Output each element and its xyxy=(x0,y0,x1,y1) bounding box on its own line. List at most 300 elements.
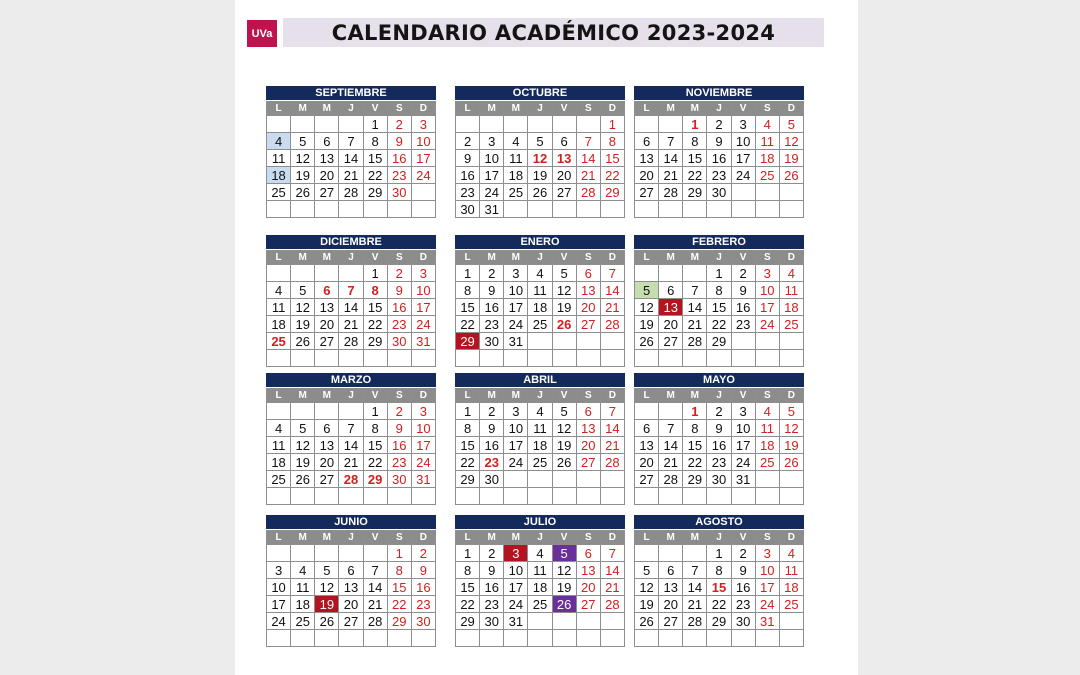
day-cell: 29 xyxy=(364,333,388,350)
day-cell: 22 xyxy=(601,167,625,184)
empty-cell xyxy=(528,333,552,350)
day-cell: 26 xyxy=(315,613,339,630)
empty-cell xyxy=(339,488,363,505)
weekday-header: M xyxy=(480,389,504,403)
weekday-header: S xyxy=(388,531,412,545)
day-cell: 14 xyxy=(339,299,363,316)
day-cell: 27 xyxy=(635,471,659,488)
day-cell: 29 xyxy=(707,613,731,630)
month-grid xyxy=(266,530,436,647)
empty-cell xyxy=(635,630,659,647)
day-cell: 6 xyxy=(315,420,339,437)
day-cell: 25 xyxy=(528,454,552,471)
empty-cell xyxy=(707,201,731,218)
day-cell: 31 xyxy=(412,333,436,350)
day-cell: 11 xyxy=(504,150,528,167)
month-grid xyxy=(634,250,804,367)
day-cell: 14 xyxy=(364,579,388,596)
day-cell: 24 xyxy=(756,316,780,333)
day-cell: 22 xyxy=(364,454,388,471)
empty-cell xyxy=(339,350,363,367)
day-cell: 22 xyxy=(388,596,412,613)
day-cell: 18 xyxy=(267,316,291,333)
day-cell: 27 xyxy=(553,184,577,201)
empty-cell xyxy=(364,630,388,647)
day-cell: 13 xyxy=(577,282,601,299)
day-cell: 17 xyxy=(412,437,436,454)
day-cell: 5 xyxy=(291,133,315,150)
empty-cell xyxy=(732,350,756,367)
day-cell: 11 xyxy=(267,437,291,454)
empty-cell xyxy=(480,350,504,367)
day-cell: 8 xyxy=(388,562,412,579)
day-cell: 1 xyxy=(364,116,388,133)
day-cell: 2 xyxy=(388,265,412,282)
day-cell: 29 xyxy=(364,184,388,201)
day-cell: 20 xyxy=(339,596,363,613)
day-cell: 30 xyxy=(456,201,480,218)
empty-cell xyxy=(707,350,731,367)
empty-cell xyxy=(339,630,363,647)
empty-cell xyxy=(388,630,412,647)
day-cell: 22 xyxy=(707,596,731,613)
day-cell: 23 xyxy=(707,454,731,471)
empty-cell xyxy=(412,184,436,201)
empty-cell xyxy=(659,350,683,367)
weekday-header: J xyxy=(528,531,552,545)
weekday-header: M xyxy=(504,531,528,545)
month-julio xyxy=(455,515,625,647)
empty-cell xyxy=(683,545,707,562)
day-cell: 6 xyxy=(635,133,659,150)
day-cell: 21 xyxy=(339,454,363,471)
day-cell: 13 xyxy=(553,150,577,167)
weekday-header: S xyxy=(577,102,601,116)
empty-cell xyxy=(412,630,436,647)
month-name: OCTUBRE xyxy=(455,86,625,100)
day-cell: 2 xyxy=(707,403,731,420)
weekday-header: M xyxy=(659,531,683,545)
empty-cell xyxy=(756,471,780,488)
weekday-header: J xyxy=(339,251,363,265)
month-grid xyxy=(634,388,804,505)
day-cell: 20 xyxy=(635,167,659,184)
day-cell: 2 xyxy=(480,545,504,562)
empty-cell xyxy=(659,403,683,420)
day-cell: 28 xyxy=(683,333,707,350)
day-cell: 27 xyxy=(577,596,601,613)
empty-cell xyxy=(553,471,577,488)
empty-cell xyxy=(339,116,363,133)
weekday-header: V xyxy=(553,102,577,116)
weekday-header: V xyxy=(553,389,577,403)
day-cell: 22 xyxy=(456,316,480,333)
day-cell: 1 xyxy=(601,116,625,133)
day-cell: 28 xyxy=(364,613,388,630)
day-cell: 2 xyxy=(456,133,480,150)
day-cell: 23 xyxy=(480,454,504,471)
month-grid xyxy=(634,530,804,647)
empty-cell xyxy=(601,613,625,630)
empty-cell xyxy=(364,201,388,218)
weekday-header: M xyxy=(504,102,528,116)
day-cell: 10 xyxy=(504,420,528,437)
day-cell: 1 xyxy=(707,545,731,562)
day-cell: 7 xyxy=(577,133,601,150)
empty-cell xyxy=(364,545,388,562)
empty-cell xyxy=(553,630,577,647)
weekday-header: M xyxy=(291,389,315,403)
month-grid xyxy=(266,388,436,505)
day-cell: 14 xyxy=(683,299,707,316)
day-cell: 24 xyxy=(504,454,528,471)
weekday-header: V xyxy=(732,531,756,545)
day-cell: 26 xyxy=(291,333,315,350)
weekday-header: M xyxy=(291,251,315,265)
empty-cell xyxy=(756,488,780,505)
day-cell: 17 xyxy=(480,167,504,184)
month-name: NOVIEMBRE xyxy=(634,86,804,100)
weekday-header: M xyxy=(315,389,339,403)
weekday-header: M xyxy=(480,531,504,545)
empty-cell xyxy=(339,403,363,420)
empty-cell xyxy=(635,116,659,133)
day-cell: 25 xyxy=(291,613,315,630)
empty-cell xyxy=(577,613,601,630)
day-cell: 10 xyxy=(504,282,528,299)
day-cell: 19 xyxy=(291,167,315,184)
weekday-header: V xyxy=(553,531,577,545)
day-cell: 5 xyxy=(553,403,577,420)
day-cell: 17 xyxy=(504,579,528,596)
day-cell: 8 xyxy=(601,133,625,150)
day-cell: 14 xyxy=(659,437,683,454)
day-cell: 16 xyxy=(707,150,731,167)
day-cell: 28 xyxy=(601,596,625,613)
weekday-header: J xyxy=(707,389,731,403)
empty-cell xyxy=(683,350,707,367)
weekday-header: M xyxy=(315,102,339,116)
weekday-header: V xyxy=(364,389,388,403)
day-cell: 24 xyxy=(756,596,780,613)
day-cell: 7 xyxy=(683,282,707,299)
day-cell: 1 xyxy=(388,545,412,562)
day-cell: 14 xyxy=(601,420,625,437)
day-cell: 17 xyxy=(504,299,528,316)
month-name: AGOSTO xyxy=(634,515,804,529)
day-cell: 23 xyxy=(456,184,480,201)
day-cell: 13 xyxy=(577,420,601,437)
day-cell: 10 xyxy=(732,133,756,150)
day-cell: 14 xyxy=(339,437,363,454)
month-grid xyxy=(266,101,436,218)
day-cell: 22 xyxy=(456,454,480,471)
day-cell: 4 xyxy=(267,282,291,299)
day-cell: 1 xyxy=(456,265,480,282)
empty-cell xyxy=(504,350,528,367)
empty-cell xyxy=(267,630,291,647)
day-cell: 8 xyxy=(364,420,388,437)
day-cell: 19 xyxy=(635,316,659,333)
empty-cell xyxy=(315,201,339,218)
month-grid xyxy=(455,530,625,647)
empty-cell xyxy=(267,265,291,282)
empty-cell xyxy=(553,201,577,218)
day-cell: 24 xyxy=(412,454,436,471)
month-febrero xyxy=(634,235,804,367)
weekday-header: L xyxy=(267,531,291,545)
empty-cell xyxy=(315,630,339,647)
empty-cell xyxy=(780,184,804,201)
empty-cell xyxy=(577,116,601,133)
empty-cell xyxy=(339,265,363,282)
day-cell: 1 xyxy=(456,403,480,420)
day-cell: 26 xyxy=(291,471,315,488)
day-cell: 24 xyxy=(267,613,291,630)
empty-cell xyxy=(601,471,625,488)
empty-cell xyxy=(412,488,436,505)
weekday-header: M xyxy=(504,389,528,403)
day-cell: 2 xyxy=(480,403,504,420)
day-cell: 10 xyxy=(412,282,436,299)
day-cell: 1 xyxy=(364,265,388,282)
weekday-header: S xyxy=(756,531,780,545)
month-name: SEPTIEMBRE xyxy=(266,86,436,100)
day-cell: 26 xyxy=(780,454,804,471)
month-grid xyxy=(455,250,625,367)
month-grid xyxy=(634,101,804,218)
empty-cell xyxy=(456,116,480,133)
day-cell: 26 xyxy=(553,596,577,613)
day-cell: 5 xyxy=(635,562,659,579)
day-cell: 2 xyxy=(412,545,436,562)
day-cell: 6 xyxy=(315,282,339,299)
day-cell: 24 xyxy=(732,167,756,184)
day-cell: 19 xyxy=(553,579,577,596)
weekday-header: L xyxy=(635,251,659,265)
day-cell: 20 xyxy=(577,437,601,454)
day-cell: 8 xyxy=(456,420,480,437)
day-cell: 6 xyxy=(339,562,363,579)
day-cell: 28 xyxy=(659,471,683,488)
empty-cell xyxy=(756,630,780,647)
empty-cell xyxy=(315,116,339,133)
day-cell: 4 xyxy=(267,133,291,150)
weekday-header: L xyxy=(267,102,291,116)
weekday-header: D xyxy=(780,102,804,116)
day-cell: 9 xyxy=(480,420,504,437)
day-cell: 25 xyxy=(267,184,291,201)
day-cell: 19 xyxy=(553,299,577,316)
day-cell: 27 xyxy=(659,613,683,630)
month-enero xyxy=(455,235,625,367)
empty-cell xyxy=(635,488,659,505)
empty-cell xyxy=(528,350,552,367)
empty-cell xyxy=(780,350,804,367)
day-cell: 5 xyxy=(528,133,552,150)
empty-cell xyxy=(315,265,339,282)
weekday-header: J xyxy=(339,102,363,116)
day-cell: 23 xyxy=(732,316,756,333)
day-cell: 7 xyxy=(683,562,707,579)
empty-cell xyxy=(683,265,707,282)
empty-cell xyxy=(364,488,388,505)
day-cell: 17 xyxy=(504,437,528,454)
day-cell: 26 xyxy=(528,184,552,201)
day-cell: 29 xyxy=(707,333,731,350)
weekday-header: J xyxy=(339,389,363,403)
day-cell: 23 xyxy=(388,454,412,471)
day-cell: 31 xyxy=(480,201,504,218)
weekday-header: D xyxy=(601,251,625,265)
day-cell: 17 xyxy=(756,579,780,596)
empty-cell xyxy=(577,201,601,218)
empty-cell xyxy=(339,201,363,218)
empty-cell xyxy=(480,116,504,133)
day-cell: 20 xyxy=(577,299,601,316)
weekday-header: L xyxy=(456,102,480,116)
day-cell: 22 xyxy=(707,316,731,333)
day-cell: 21 xyxy=(577,167,601,184)
day-cell: 13 xyxy=(315,437,339,454)
empty-cell xyxy=(732,488,756,505)
day-cell: 15 xyxy=(456,579,480,596)
day-cell: 5 xyxy=(780,403,804,420)
empty-cell xyxy=(504,201,528,218)
empty-cell xyxy=(635,350,659,367)
uva-logo: UVa xyxy=(247,20,277,47)
day-cell: 7 xyxy=(364,562,388,579)
day-cell: 19 xyxy=(635,596,659,613)
weekday-header: S xyxy=(388,389,412,403)
day-cell: 15 xyxy=(707,579,731,596)
day-cell: 30 xyxy=(707,471,731,488)
day-cell: 27 xyxy=(315,184,339,201)
day-cell: 9 xyxy=(388,133,412,150)
empty-cell xyxy=(635,265,659,282)
day-cell: 15 xyxy=(707,299,731,316)
month-name: FEBRERO xyxy=(634,235,804,249)
day-cell: 30 xyxy=(388,333,412,350)
empty-cell xyxy=(659,488,683,505)
empty-cell xyxy=(659,201,683,218)
day-cell: 29 xyxy=(388,613,412,630)
day-cell: 22 xyxy=(683,454,707,471)
day-cell: 30 xyxy=(388,471,412,488)
day-cell: 15 xyxy=(364,437,388,454)
day-cell: 6 xyxy=(659,282,683,299)
empty-cell xyxy=(707,630,731,647)
day-cell: 11 xyxy=(780,562,804,579)
day-cell: 16 xyxy=(456,167,480,184)
month-agosto xyxy=(634,515,804,647)
weekday-header: D xyxy=(412,102,436,116)
day-cell: 2 xyxy=(732,545,756,562)
day-cell: 9 xyxy=(388,420,412,437)
day-cell: 21 xyxy=(683,596,707,613)
empty-cell xyxy=(553,116,577,133)
weekday-header: M xyxy=(291,102,315,116)
month-name: ABRIL xyxy=(455,373,625,387)
day-cell: 5 xyxy=(291,282,315,299)
day-cell: 2 xyxy=(388,403,412,420)
month-name: DICIEMBRE xyxy=(266,235,436,249)
day-cell: 26 xyxy=(780,167,804,184)
day-cell: 3 xyxy=(412,116,436,133)
day-cell: 3 xyxy=(756,545,780,562)
day-cell: 18 xyxy=(267,167,291,184)
day-cell: 7 xyxy=(601,403,625,420)
day-cell: 22 xyxy=(364,167,388,184)
day-cell: 4 xyxy=(528,403,552,420)
day-cell: 11 xyxy=(267,150,291,167)
day-cell: 27 xyxy=(659,333,683,350)
month-name: MAYO xyxy=(634,373,804,387)
day-cell: 27 xyxy=(577,454,601,471)
day-cell: 11 xyxy=(780,282,804,299)
month-marzo xyxy=(266,373,436,505)
weekday-header: V xyxy=(364,251,388,265)
empty-cell xyxy=(291,545,315,562)
day-cell: 25 xyxy=(504,184,528,201)
day-cell: 5 xyxy=(291,420,315,437)
day-cell: 21 xyxy=(659,454,683,471)
weekday-header: M xyxy=(480,251,504,265)
day-cell: 28 xyxy=(339,333,363,350)
day-cell: 7 xyxy=(339,420,363,437)
day-cell: 20 xyxy=(577,579,601,596)
day-cell: 18 xyxy=(528,437,552,454)
day-cell: 27 xyxy=(315,471,339,488)
empty-cell xyxy=(291,116,315,133)
day-cell: 7 xyxy=(339,133,363,150)
month-name: JULIO xyxy=(455,515,625,529)
day-cell: 4 xyxy=(756,116,780,133)
empty-cell xyxy=(267,350,291,367)
weekday-header: M xyxy=(315,531,339,545)
day-cell: 12 xyxy=(291,299,315,316)
day-cell: 10 xyxy=(412,133,436,150)
empty-cell xyxy=(528,116,552,133)
day-cell: 19 xyxy=(315,596,339,613)
weekday-header: V xyxy=(732,102,756,116)
day-cell: 3 xyxy=(504,545,528,562)
empty-cell xyxy=(291,265,315,282)
weekday-header: L xyxy=(456,531,480,545)
empty-cell xyxy=(291,630,315,647)
day-cell: 31 xyxy=(504,333,528,350)
empty-cell xyxy=(315,488,339,505)
day-cell: 10 xyxy=(412,420,436,437)
day-cell: 31 xyxy=(504,613,528,630)
day-cell: 8 xyxy=(707,282,731,299)
empty-cell xyxy=(504,471,528,488)
day-cell: 17 xyxy=(756,299,780,316)
day-cell: 14 xyxy=(339,150,363,167)
day-cell: 15 xyxy=(364,299,388,316)
weekday-header: J xyxy=(707,251,731,265)
empty-cell xyxy=(480,630,504,647)
day-cell: 12 xyxy=(635,299,659,316)
day-cell: 18 xyxy=(756,437,780,454)
empty-cell xyxy=(756,333,780,350)
day-cell: 4 xyxy=(504,133,528,150)
weekday-header: D xyxy=(601,389,625,403)
day-cell: 11 xyxy=(291,579,315,596)
empty-cell xyxy=(601,201,625,218)
month-octubre xyxy=(455,86,625,218)
weekday-header: V xyxy=(732,251,756,265)
